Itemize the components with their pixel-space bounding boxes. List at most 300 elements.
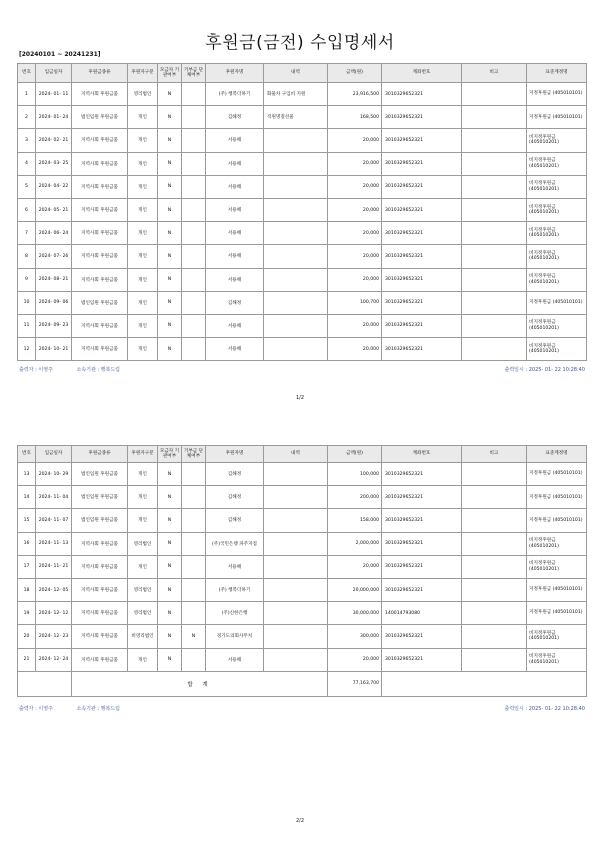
org-name: 행복드림 bbox=[100, 367, 120, 373]
cell-standard-account: 지정후원금 (405010101) bbox=[527, 83, 587, 106]
cell-remarks bbox=[462, 648, 527, 671]
cell-donation-org-flag bbox=[182, 314, 206, 337]
cell-account-number: 3010329652321 bbox=[382, 129, 462, 152]
cell-remarks bbox=[462, 198, 527, 221]
table-row bbox=[18, 486, 587, 509]
cell-standard-account: 비지정후원금 (405010201) bbox=[527, 152, 587, 175]
header-donation-org-flag: 기부금 단체여부 bbox=[182, 446, 206, 463]
cell-donation-org-flag: N bbox=[182, 625, 206, 648]
printed-at-label: 출력일시 : bbox=[504, 706, 528, 712]
total-amount: 77,163,700 bbox=[328, 671, 382, 696]
cell-description bbox=[264, 338, 328, 361]
cell-description: 직원명절선물 bbox=[264, 106, 328, 129]
cell-amount: 20,000 bbox=[328, 268, 382, 291]
cell-donation-type: 지역사회 후원금품 bbox=[72, 648, 128, 671]
cell-standard-account: 지정후원금 (405010101) bbox=[527, 106, 587, 129]
cell-row-number: 1 bbox=[18, 83, 36, 106]
cell-fundraiser-org-flag: N bbox=[158, 175, 182, 198]
table-row bbox=[18, 106, 587, 129]
cell-donor-name: 서용해 bbox=[206, 129, 264, 152]
cell-remarks bbox=[462, 129, 527, 152]
cell-row-number: 8 bbox=[18, 245, 36, 268]
cell-row-number: 6 bbox=[18, 198, 36, 221]
cell-standard-account: 비지정후원금 (405010201) bbox=[527, 625, 587, 648]
cell-donation-type: 지역사회 후원금품 bbox=[72, 268, 128, 291]
cell-deposit-date: 2024- 11- 04 bbox=[36, 486, 72, 509]
cell-donor-name: (주) 행복더하기 bbox=[206, 578, 264, 601]
income-table-page-1 bbox=[17, 63, 587, 361]
table-row bbox=[18, 198, 587, 221]
cell-fundraiser-org-flag: N bbox=[158, 245, 182, 268]
cell-description bbox=[264, 314, 328, 337]
cell-fundraiser-org-flag: N bbox=[158, 268, 182, 291]
cell-deposit-date: 2024- 06- 24 bbox=[36, 222, 72, 245]
cell-donor-type: 개인 bbox=[128, 106, 158, 129]
cell-donor-type: 영리법인 bbox=[128, 578, 158, 601]
cell-donation-org-flag bbox=[182, 291, 206, 314]
cell-remarks bbox=[462, 152, 527, 175]
cell-description bbox=[264, 532, 328, 555]
cell-donation-org-flag bbox=[182, 83, 206, 106]
cell-remarks bbox=[462, 268, 527, 291]
cell-donation-org-flag bbox=[182, 106, 206, 129]
cell-deposit-date: 2024- 12- 23 bbox=[36, 625, 72, 648]
table-row bbox=[18, 268, 587, 291]
cell-donor-type: 개인 bbox=[128, 152, 158, 175]
cell-donor-name: 서용해 bbox=[206, 222, 264, 245]
cell-standard-account: 지정후원금 (405010101) bbox=[527, 602, 587, 625]
cell-donation-org-flag bbox=[182, 555, 206, 578]
cell-remarks bbox=[462, 486, 527, 509]
cell-donation-org-flag bbox=[182, 198, 206, 221]
cell-description bbox=[264, 175, 328, 198]
cell-amount: 20,000 bbox=[328, 245, 382, 268]
cell-fundraiser-org-flag: N bbox=[158, 314, 182, 337]
cell-donation-org-flag bbox=[182, 175, 206, 198]
table-row bbox=[18, 245, 587, 268]
header-donor-type: 후원자구분 bbox=[128, 64, 158, 83]
cell-account-number: 3010329652321 bbox=[382, 578, 462, 601]
page-number-1: 1/2 bbox=[295, 395, 305, 401]
cell-donor-name: 서용해 bbox=[206, 555, 264, 578]
income-table-page-2 bbox=[17, 445, 587, 697]
cell-deposit-date: 2024- 04- 22 bbox=[36, 175, 72, 198]
cell-row-number: 4 bbox=[18, 152, 36, 175]
cell-standard-account: 비지정후원금 (405010201) bbox=[527, 648, 587, 671]
table-row bbox=[18, 648, 587, 671]
header-donation-org-flag: 기부금 단체여부 bbox=[182, 64, 206, 83]
cell-donor-name: 서용해 bbox=[206, 175, 264, 198]
header-account-number: 계좌번호 bbox=[382, 446, 462, 463]
cell-amount: 100,000 bbox=[328, 463, 382, 486]
header-description: 내역 bbox=[264, 64, 328, 83]
header-donor-name: 후원자명 bbox=[206, 446, 264, 463]
cell-fundraiser-org-flag: N bbox=[158, 198, 182, 221]
total-spacer bbox=[18, 671, 72, 696]
cell-remarks bbox=[462, 222, 527, 245]
cell-account-number: 3010329652321 bbox=[382, 198, 462, 221]
cell-donor-type: 개인 bbox=[128, 509, 158, 532]
cell-donation-type: 법인임원 후원금품 bbox=[72, 486, 128, 509]
cell-description bbox=[264, 129, 328, 152]
cell-description bbox=[264, 245, 328, 268]
page-2-footer bbox=[19, 705, 585, 712]
page-1-footer bbox=[19, 366, 585, 373]
table-row bbox=[18, 152, 587, 175]
cell-row-number: 16 bbox=[18, 532, 36, 555]
printer-label: 출력자 : bbox=[19, 706, 37, 712]
cell-donation-org-flag bbox=[182, 152, 206, 175]
cell-donor-name: 서용해 bbox=[206, 338, 264, 361]
cell-account-number: 3010329652321 bbox=[382, 291, 462, 314]
cell-amount: 20,000 bbox=[328, 222, 382, 245]
cell-remarks bbox=[462, 625, 527, 648]
table-row bbox=[18, 175, 587, 198]
cell-donation-org-flag bbox=[182, 486, 206, 509]
cell-deposit-date: 2024- 07- 26 bbox=[36, 245, 72, 268]
cell-amount: 30,000,000 bbox=[328, 602, 382, 625]
cell-donation-type: 지역사회 후원금품 bbox=[72, 245, 128, 268]
header-donation-type: 후원금종류 bbox=[72, 446, 128, 463]
header-row-number: 번호 bbox=[18, 446, 36, 463]
cell-donation-type: 지역사회 후원금품 bbox=[72, 602, 128, 625]
cell-remarks bbox=[462, 291, 527, 314]
cell-donor-name: 김해정 bbox=[206, 291, 264, 314]
cell-deposit-date: 2024- 09- 06 bbox=[36, 291, 72, 314]
document-title: 후원금(금전) 수입명세서 bbox=[205, 33, 395, 53]
cell-amount: 200,000 bbox=[328, 486, 382, 509]
cell-account-number: 3010329652321 bbox=[382, 152, 462, 175]
table-row bbox=[18, 532, 587, 555]
cell-fundraiser-org-flag: N bbox=[158, 486, 182, 509]
header-amount: 금액(원) bbox=[328, 64, 382, 83]
cell-donor-name: 김해정 bbox=[206, 463, 264, 486]
table-row bbox=[18, 463, 587, 486]
cell-deposit-date: 2024- 11- 13 bbox=[36, 532, 72, 555]
cell-row-number: 19 bbox=[18, 602, 36, 625]
cell-account-number: 3010329652321 bbox=[382, 555, 462, 578]
cell-fundraiser-org-flag: N bbox=[158, 578, 182, 601]
cell-deposit-date: 2024- 05- 21 bbox=[36, 198, 72, 221]
total-label: 합 계 bbox=[72, 671, 328, 696]
cell-deposit-date: 2024- 09- 23 bbox=[36, 314, 72, 337]
cell-amount: 158,000 bbox=[328, 509, 382, 532]
cell-deposit-date: 2024- 11- 07 bbox=[36, 509, 72, 532]
cell-standard-account: 지정후원금 (405010101) bbox=[527, 291, 587, 314]
cell-donation-org-flag bbox=[182, 129, 206, 152]
cell-remarks bbox=[462, 245, 527, 268]
period-range: [20240101 ~ 20241231] bbox=[19, 51, 101, 58]
cell-description bbox=[264, 509, 328, 532]
printed-at-label: 출력일시 : bbox=[504, 367, 528, 373]
table-row bbox=[18, 291, 587, 314]
cell-remarks bbox=[462, 463, 527, 486]
table-header-row bbox=[18, 446, 587, 463]
cell-donation-type: 지역사회 후원금품 bbox=[72, 578, 128, 601]
cell-standard-account: 비지정후원금 (405010201) bbox=[527, 175, 587, 198]
cell-donor-name: (주)국민은행 파주지점 bbox=[206, 532, 264, 555]
cell-donor-name: 서용해 bbox=[206, 268, 264, 291]
cell-deposit-date: 2024- 12- 12 bbox=[36, 602, 72, 625]
cell-donor-name: 서용해 bbox=[206, 152, 264, 175]
cell-donation-type: 지역사회 후원금품 bbox=[72, 175, 128, 198]
header-fundraiser-org-flag: 모금자 기관여부 bbox=[158, 64, 182, 83]
cell-remarks bbox=[462, 314, 527, 337]
cell-account-number: 3010329652321 bbox=[382, 222, 462, 245]
header-remarks: 비고 bbox=[462, 64, 527, 83]
header-row-number: 번호 bbox=[18, 64, 36, 83]
cell-donor-type: 비영리법인 bbox=[128, 625, 158, 648]
cell-donation-org-flag bbox=[182, 532, 206, 555]
cell-row-number: 18 bbox=[18, 578, 36, 601]
cell-description bbox=[264, 578, 328, 601]
cell-donor-name: (주) 행복더하기 bbox=[206, 83, 264, 106]
cell-remarks bbox=[462, 106, 527, 129]
cell-fundraiser-org-flag: N bbox=[158, 625, 182, 648]
cell-donor-type: 개인 bbox=[128, 129, 158, 152]
cell-fundraiser-org-flag: N bbox=[158, 463, 182, 486]
cell-donation-type: 지역사회 후원금품 bbox=[72, 83, 128, 106]
table-row bbox=[18, 314, 587, 337]
cell-deposit-date: 2024- 10- 21 bbox=[36, 338, 72, 361]
cell-description bbox=[264, 648, 328, 671]
cell-remarks bbox=[462, 602, 527, 625]
cell-donor-name: 서용해 bbox=[206, 314, 264, 337]
cell-donor-name: 경기도의회사무처 bbox=[206, 625, 264, 648]
cell-amount: 20,000 bbox=[328, 129, 382, 152]
cell-row-number: 20 bbox=[18, 625, 36, 648]
table-header-row bbox=[18, 64, 587, 83]
cell-row-number: 5 bbox=[18, 175, 36, 198]
header-donation-type: 후원금종류 bbox=[72, 64, 128, 83]
cell-donation-type: 법인임원 후원금품 bbox=[72, 463, 128, 486]
table-row bbox=[18, 602, 587, 625]
cell-standard-account: 비지정후원금 (405010201) bbox=[527, 222, 587, 245]
cell-amount: 20,000 bbox=[328, 175, 382, 198]
cell-standard-account: 비지정후원금 (405010201) bbox=[527, 314, 587, 337]
cell-deposit-date: 2024- 12- 05 bbox=[36, 578, 72, 601]
org-label: 소속기관 : bbox=[76, 706, 100, 712]
header-description: 내역 bbox=[264, 446, 328, 463]
cell-donor-type: 개인 bbox=[128, 175, 158, 198]
page-number-2: 2/2 bbox=[295, 818, 305, 824]
cell-deposit-date: 2024- 10- 29 bbox=[36, 463, 72, 486]
cell-remarks bbox=[462, 83, 527, 106]
table-row bbox=[18, 578, 587, 601]
cell-deposit-date: 2024- 01- 11 bbox=[36, 83, 72, 106]
cell-donor-type: 개인 bbox=[128, 648, 158, 671]
cell-donation-type: 지역사회 후원금품 bbox=[72, 314, 128, 337]
cell-donation-type: 지역사회 후원금품 bbox=[72, 129, 128, 152]
cell-account-number: 3010329652321 bbox=[382, 268, 462, 291]
cell-donation-type: 법인임원 후원금품 bbox=[72, 106, 128, 129]
cell-account-number: 3010329652321 bbox=[382, 314, 462, 337]
cell-fundraiser-org-flag: N bbox=[158, 291, 182, 314]
cell-amount: 20,000 bbox=[328, 314, 382, 337]
cell-donor-type: 영리법인 bbox=[128, 83, 158, 106]
header-account-number: 계좌번호 bbox=[382, 64, 462, 83]
cell-donation-org-flag bbox=[182, 338, 206, 361]
header-standard-account: 표준계정명 bbox=[527, 446, 587, 463]
cell-account-number: 3010329652321 bbox=[382, 648, 462, 671]
cell-standard-account: 비지정후원금 (405010201) bbox=[527, 129, 587, 152]
printer-name: 이영주 bbox=[38, 706, 53, 712]
cell-donor-type: 영리법인 bbox=[128, 602, 158, 625]
cell-row-number: 17 bbox=[18, 555, 36, 578]
header-remarks: 비고 bbox=[462, 446, 527, 463]
cell-fundraiser-org-flag: N bbox=[158, 555, 182, 578]
cell-standard-account: 비지정후원금 (405010201) bbox=[527, 245, 587, 268]
header-deposit-date: 입금일자 bbox=[36, 64, 72, 83]
cell-account-number: 3010329652321 bbox=[382, 245, 462, 268]
cell-amount: 23,916,500 bbox=[328, 83, 382, 106]
table-row bbox=[18, 625, 587, 648]
cell-account-number: 3010329652321 bbox=[382, 338, 462, 361]
cell-amount: 2,000,000 bbox=[328, 532, 382, 555]
cell-donation-org-flag bbox=[182, 648, 206, 671]
cell-donation-org-flag bbox=[182, 268, 206, 291]
header-donor-type: 후원자구분 bbox=[128, 446, 158, 463]
table-row bbox=[18, 129, 587, 152]
header-fundraiser-org-flag: 모금자 기관여부 bbox=[158, 446, 182, 463]
cell-row-number: 15 bbox=[18, 509, 36, 532]
cell-fundraiser-org-flag: N bbox=[158, 83, 182, 106]
cell-donation-type: 지역사회 후원금품 bbox=[72, 555, 128, 578]
cell-deposit-date: 2024- 11- 21 bbox=[36, 555, 72, 578]
cell-account-number: 3010329652321 bbox=[382, 625, 462, 648]
cell-fundraiser-org-flag: N bbox=[158, 509, 182, 532]
cell-donor-type: 개인 bbox=[128, 463, 158, 486]
cell-row-number: 10 bbox=[18, 291, 36, 314]
cell-description: 화물차 구입비 지원 bbox=[264, 83, 328, 106]
cell-donor-type: 개인 bbox=[128, 314, 158, 337]
cell-amount: 20,000 bbox=[328, 555, 382, 578]
table-row bbox=[18, 555, 587, 578]
cell-row-number: 7 bbox=[18, 222, 36, 245]
cell-description bbox=[264, 268, 328, 291]
cell-description bbox=[264, 555, 328, 578]
cell-fundraiser-org-flag: N bbox=[158, 129, 182, 152]
cell-row-number: 14 bbox=[18, 486, 36, 509]
cell-row-number: 21 bbox=[18, 648, 36, 671]
cell-amount: 20,000 bbox=[328, 152, 382, 175]
cell-account-number: 3010329652321 bbox=[382, 175, 462, 198]
cell-description bbox=[264, 198, 328, 221]
table-row bbox=[18, 509, 587, 532]
cell-donor-name: 서용해 bbox=[206, 648, 264, 671]
cell-amount: 20,000 bbox=[328, 648, 382, 671]
cell-remarks bbox=[462, 532, 527, 555]
cell-donation-type: 지역사회 후원금품 bbox=[72, 338, 128, 361]
cell-donor-name: 김해정 bbox=[206, 486, 264, 509]
cell-fundraiser-org-flag: N bbox=[158, 106, 182, 129]
cell-description bbox=[264, 152, 328, 175]
cell-donation-type: 지역사회 후원금품 bbox=[72, 625, 128, 648]
cell-remarks bbox=[462, 578, 527, 601]
cell-donor-type: 개인 bbox=[128, 555, 158, 578]
cell-fundraiser-org-flag: N bbox=[158, 338, 182, 361]
cell-row-number: 3 bbox=[18, 129, 36, 152]
cell-standard-account: 비지정후원금 (405010201) bbox=[527, 555, 587, 578]
cell-donor-type: 영리법인 bbox=[128, 532, 158, 555]
cell-remarks bbox=[462, 509, 527, 532]
cell-donation-org-flag bbox=[182, 509, 206, 532]
cell-account-number: 3010329652321 bbox=[382, 83, 462, 106]
printer-name: 이영주 bbox=[38, 367, 53, 373]
header-amount: 금액(원) bbox=[328, 446, 382, 463]
cell-donation-org-flag bbox=[182, 222, 206, 245]
printer-label: 출력자 : bbox=[19, 367, 37, 373]
cell-donor-type: 개인 bbox=[128, 291, 158, 314]
cell-account-number: 3010329652321 bbox=[382, 532, 462, 555]
org-label: 소속기관 : bbox=[76, 367, 100, 373]
cell-description bbox=[264, 291, 328, 314]
cell-deposit-date: 2024- 02- 21 bbox=[36, 129, 72, 152]
cell-donor-name: (주)신한은행 bbox=[206, 602, 264, 625]
cell-description bbox=[264, 602, 328, 625]
cell-deposit-date: 2024- 08- 21 bbox=[36, 268, 72, 291]
table-row bbox=[18, 83, 587, 106]
cell-donation-type: 지역사회 후원금품 bbox=[72, 532, 128, 555]
cell-donor-type: 개인 bbox=[128, 198, 158, 221]
cell-amount: 20,000,000 bbox=[328, 578, 382, 601]
cell-deposit-date: 2024- 12- 24 bbox=[36, 648, 72, 671]
cell-description bbox=[264, 222, 328, 245]
cell-amount: 20,000 bbox=[328, 338, 382, 361]
cell-row-number: 9 bbox=[18, 268, 36, 291]
cell-account-number: 3010329652321 bbox=[382, 486, 462, 509]
cell-deposit-date: 2024- 03- 25 bbox=[36, 152, 72, 175]
cell-standard-account: 지정후원금 (405010101) bbox=[527, 463, 587, 486]
cell-description bbox=[264, 463, 328, 486]
cell-donation-type: 법인임원 후원금품 bbox=[72, 291, 128, 314]
cell-fundraiser-org-flag: N bbox=[158, 532, 182, 555]
cell-account-number: 140014793080 bbox=[382, 602, 462, 625]
cell-account-number: 3010329652321 bbox=[382, 463, 462, 486]
cell-fundraiser-org-flag: N bbox=[158, 222, 182, 245]
cell-donor-name: 김해정 bbox=[206, 509, 264, 532]
printed-at-value: 2025- 01- 22 10:28:40 bbox=[528, 367, 585, 373]
cell-standard-account: 비지정후원금 (405010201) bbox=[527, 532, 587, 555]
printed-at-value: 2025- 01- 22 10:28:40 bbox=[528, 706, 585, 712]
cell-amount: 300,000 bbox=[328, 625, 382, 648]
cell-standard-account: 지정후원금 (405010101) bbox=[527, 578, 587, 601]
cell-standard-account: 비지정후원금 (405010201) bbox=[527, 198, 587, 221]
cell-donation-org-flag bbox=[182, 602, 206, 625]
cell-donor-type: 개인 bbox=[128, 222, 158, 245]
cell-donor-name: 서용해 bbox=[206, 245, 264, 268]
cell-donation-type: 지역사회 후원금품 bbox=[72, 222, 128, 245]
cell-row-number: 12 bbox=[18, 338, 36, 361]
cell-row-number: 11 bbox=[18, 314, 36, 337]
cell-row-number: 13 bbox=[18, 463, 36, 486]
table-row bbox=[18, 222, 587, 245]
cell-donor-type: 개인 bbox=[128, 486, 158, 509]
table-row bbox=[18, 338, 587, 361]
cell-donation-type: 법인임원 후원금품 bbox=[72, 509, 128, 532]
cell-row-number: 2 bbox=[18, 106, 36, 129]
cell-standard-account: 비지정후원금 (405010201) bbox=[527, 268, 587, 291]
cell-donation-type: 지역사회 후원금품 bbox=[72, 198, 128, 221]
cell-deposit-date: 2024- 01- 24 bbox=[36, 106, 72, 129]
cell-donation-type: 지역사회 후원금품 bbox=[72, 152, 128, 175]
org-name: 행복드림 bbox=[100, 706, 120, 712]
header-standard-account: 표준계정명 bbox=[527, 64, 587, 83]
cell-remarks bbox=[462, 175, 527, 198]
cell-account-number: 3010329652321 bbox=[382, 509, 462, 532]
cell-amount: 100,700 bbox=[328, 291, 382, 314]
cell-amount: 168,500 bbox=[328, 106, 382, 129]
